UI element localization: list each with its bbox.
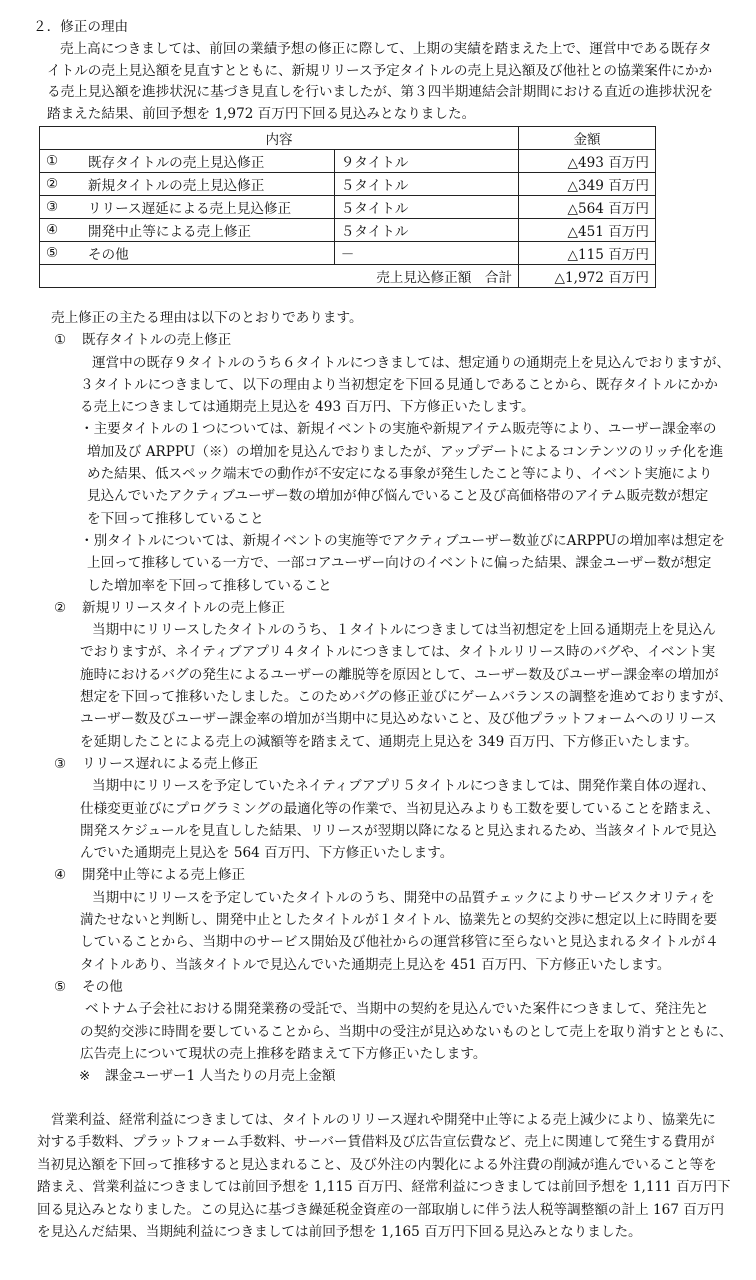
intro-line: イトルの売上見込額を見直すとともに、新規リリース予定タイトルの売上見込額及び他社との協業案件にかか xyxy=(47,62,713,79)
reasons-intro: 売上修正の主たる理由は以下のとおりであります。 xyxy=(51,310,363,326)
table-row xyxy=(40,242,656,265)
row-amount: △349 百万円 xyxy=(519,173,656,196)
row-number: ③ xyxy=(40,196,82,219)
bullet-line: を下回って推移していること xyxy=(87,510,264,527)
reason-paragraph-line: を延期したことによる売上の減額等を踏まえて、通期売上見込を 349 百万円、下方修正いたします。 xyxy=(80,733,698,750)
reason-paragraph-line: していることから、当期中のサービス開始及び他社からの運営移管に至らないと見込まれるタイトルが４ xyxy=(80,934,719,951)
total-label: 売上見込修正額 合計 xyxy=(40,265,519,288)
reason-paragraph-line: 運営中の既存９タイトルのうち６タイトルにつきましては、想定通りの通期売上を見込んでおりますが、 xyxy=(92,354,731,371)
reason-item xyxy=(0,864,756,975)
reason-number: ② xyxy=(54,599,67,616)
table-header-row xyxy=(40,127,656,150)
reason-paragraph-line: 想定を下回って推移いたしました。このためバグの修正並びにゲームバランスの調整を進めておりますが、 xyxy=(80,689,733,706)
reason-paragraph-line: 当期中にリリースしたタイトルのうち、１タイトルにつきましては当初想定を上回る通期売上を見込ん xyxy=(92,622,716,639)
reason-paragraph-line: 仕様変更並びにプログラミングの最適化等の作業で、当初見込みよりも工数を要していることを踏まえ、 xyxy=(80,800,720,817)
reason-title-line xyxy=(54,976,756,998)
reason-title-line xyxy=(54,864,756,886)
reason-paragraph-line: ３タイトルにつきまして、以下の理由より当初想定を下回る見通しであることから、既存タイトルにかか xyxy=(80,376,718,393)
row-count: － xyxy=(334,242,518,265)
row-amount: △564 百万円 xyxy=(519,196,656,219)
reason-paragraph-line: 開発スケジュールを見直しした結果、リリースが翌期以降になると見込まれるため、当該タイトルで見込 xyxy=(80,822,717,839)
row-number: ⑤ xyxy=(40,242,82,265)
footnote-text: 課金ユーザー1 人当たりの月売上金額 xyxy=(105,1068,336,1085)
reason-item xyxy=(0,329,756,597)
row-number: ② xyxy=(40,173,82,196)
bullet-line: ・主要タイトルの１つについては、新規イベントの実施や新規アイテム販売等により、ユーザー課金率の xyxy=(80,421,717,438)
row-count: ５タイトル xyxy=(334,173,518,196)
bullet-line: 上回って推移している一方で、一部コアユーザー向けのイベントに偏った結果、課金ユーザー数が想定 xyxy=(87,555,712,572)
intro-line: 売上高につきましては、前回の業績予想の修正に際して、上期の実績を踏まえた上で、運営中である既存タ xyxy=(60,41,712,57)
reason-paragraph-line: 当期中にリリースを予定していたネイティブアプリ５タイトルにつきましては、開発作業自体の遅れ、 xyxy=(92,778,715,795)
closing-line: 踏まえ、営業利益につきましては前回予想を 1,115 百万円、経常利益につきましては前回予想を 1,111 百万円下 xyxy=(37,1179,731,1196)
table-total-row xyxy=(40,265,656,288)
section-heading: ２．修正の理由 xyxy=(33,19,129,35)
reason-paragraph-line: 施時におけるバグの発生によるユーザーの離脱等を原因として、ユーザー数及びユーザー課金率の増加が xyxy=(80,666,719,683)
reason-paragraph-line: でおりますが、ネイティブアプリ４タイトルにつきましては、タイトルリリース時のバグや、イベント実 xyxy=(80,644,716,661)
total-amount: △1,972 百万円 xyxy=(519,265,656,288)
row-count: ９タイトル xyxy=(334,150,518,173)
reason-paragraph-line: ベトナム子会社における開発業務の受託で、当期中の契約を見込んでいた案件につきまして、発注先と xyxy=(85,1001,709,1018)
footnote xyxy=(79,1065,756,1087)
bullet-line: した増加率を下回って推移していること xyxy=(87,577,332,594)
reasons-section xyxy=(0,307,756,1087)
closing-line: 当初見込額を下回って推移すると見込まれること、及び外注の内製化による外注費の削減が進んでいること等を xyxy=(37,1156,717,1173)
table-row xyxy=(40,219,656,242)
reason-title-line xyxy=(54,329,756,351)
reason-item xyxy=(0,976,756,1065)
row-number: ④ xyxy=(40,219,82,242)
reason-paragraph-line: る売上につきましては通期売上見込を 493 百万円、下方修正いたします。 xyxy=(80,399,535,416)
row-number: ① xyxy=(40,150,82,173)
header-content: 内容 xyxy=(40,127,519,150)
row-amount: △451 百万円 xyxy=(519,219,656,242)
reason-title-line xyxy=(54,597,756,619)
table-row xyxy=(40,150,656,173)
reason-title: 既存タイトルの売上修正 xyxy=(82,332,232,349)
reason-paragraph-line: の契約交渉に時間を要していることから、当期中の受注が見込めないものとして売上を取り消すとともに、 xyxy=(80,1023,733,1040)
closing-line: 営業利益、経常利益につきましては、タイトルのリリース遅れや開発中止等による売上減少により、協業先に xyxy=(51,1112,716,1128)
table-row xyxy=(40,196,656,219)
reason-number: ③ xyxy=(54,755,67,772)
reason-paragraph-line: ユーザー数及びユーザー課金率の増加が当期中に見込めないこと、及び他プラットフォームへのリリース xyxy=(80,711,717,728)
reason-number: ① xyxy=(54,332,67,349)
row-label: 新規タイトルの売上見込修正 xyxy=(82,173,334,196)
table-row xyxy=(40,173,656,196)
intro-line: 踏まえた結果、前回予想を 1,972 百万円下回る見込みとなりました。 xyxy=(47,106,476,123)
reason-item xyxy=(0,597,756,753)
row-count: ５タイトル xyxy=(334,219,518,242)
bullet-line: ・別タイトルについては、新規イベントの実施等でアクティブユーザー数並びにARPPUの増加率は想定を xyxy=(80,532,725,549)
closing-line: 対する手数料、プラットフォーム手数料、サーバー賃借料及び広告宣伝費など、売上に関連して発生する費用が xyxy=(37,1134,715,1151)
intro-line: る売上見込額を進捗状況に基づき見直しを行いましたが、第３四半期連結会計期間における直近の進捗状況を xyxy=(47,84,714,101)
reason-number: ⑤ xyxy=(54,978,67,995)
reason-title: その他 xyxy=(82,978,123,995)
reason-paragraph-line: タイトルあり、当該タイトルで見込んでいた通期売上見込を 451 百万円、下方修正いたします。 xyxy=(80,956,671,973)
row-label: その他 xyxy=(82,242,334,265)
closing-line: 回る見込みとなりました。この見込に基づき繰延税金資産の一部取崩しに伴う法人税等調整額の計上 167 百万円 xyxy=(37,1201,725,1218)
reason-title: リリース遅れによる売上修正 xyxy=(82,755,259,772)
closing-paragraph xyxy=(0,1109,756,1243)
row-amount: △493 百万円 xyxy=(519,150,656,173)
footnote-mark: ※ xyxy=(79,1068,91,1085)
intro-paragraph xyxy=(0,39,756,126)
reason-title: 新規リリースタイトルの売上修正 xyxy=(82,599,285,616)
reason-title: 開発中止等による売上修正 xyxy=(82,867,246,884)
row-label: 開発中止等による売上修正 xyxy=(82,219,334,242)
row-label: 既存タイトルの売上見込修正 xyxy=(82,150,334,173)
bullet-line: 見込んでいたアクティブユーザー数の増加が伸び悩んでいること及び高価格帯のアイテム販売数が想定 xyxy=(87,488,709,505)
bullet-line: めた結果、低スペック端末での動作が不安定になる事象が発生したこと等により、イベント実施により xyxy=(87,466,713,483)
reason-paragraph-line: んでいた通期売上見込を 564 百万円、下方修正いたします。 xyxy=(80,845,454,862)
reason-number: ④ xyxy=(54,867,67,884)
row-count: ５タイトル xyxy=(334,196,518,219)
bullet-line: 増加及び ARPPU（※）の増加を見込んでおりましたが、アップデートによるコンテンツのリッチ化を進 xyxy=(87,443,724,460)
closing-line: を見込んだ結果、当期純利益につきましては前回予想を 1,165 百万円下回る見込みとなりました。 xyxy=(37,1223,642,1240)
header-amount: 金額 xyxy=(519,127,656,150)
revision-table xyxy=(39,126,656,288)
reason-paragraph-line: 広告売上について現状の売上推移を踏まえて下方修正いたします。 xyxy=(80,1045,487,1062)
row-label: リリース遅延による売上見込修正 xyxy=(82,196,334,219)
reason-paragraph-line: 当期中にリリースを予定していたタイトルのうち、開発中の品質チェックによりサービスクオリティを xyxy=(92,889,715,906)
reason-item xyxy=(0,753,756,864)
reason-paragraph-line: 満たせないと判断し、開発中止としたタイトルが１タイトル、協業先との契約交渉に想定以上に時間を要 xyxy=(80,912,718,929)
reason-title-line xyxy=(54,753,756,775)
row-amount: △115 百万円 xyxy=(519,242,656,265)
